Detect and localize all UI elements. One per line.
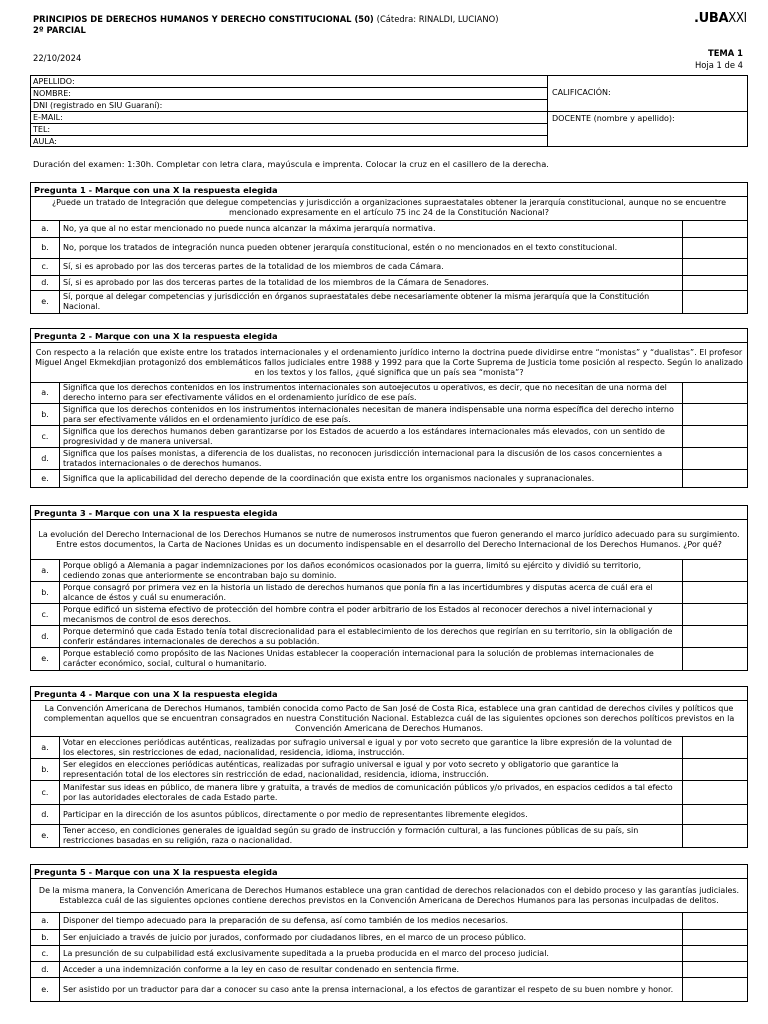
answer-checkbox[interactable] [683,962,747,977]
option-letter: e. [31,978,60,1001]
option-letter: d. [31,448,60,469]
option-e [31,291,747,313]
question-4 [30,686,748,848]
answer-checkbox[interactable] [683,626,747,647]
option-text: Participar en la dirección de los asuntos públicos, directamente o por medio de representantes libremente elegidos. [60,805,683,824]
question-2 [30,328,748,488]
nombre-field[interactable]: NOMBRE: [31,88,547,100]
option-c [31,426,747,448]
answer-checkbox[interactable] [683,560,747,581]
option-text: Significa que los derechos contenidos en los instrumentos internacionales son autoejecutos u operativos, es decir, que no necesitan de una norma del derecho interno para ser efectivamente válidos en el ordenamiento jurídico de ese país. [60,383,683,403]
option-e [31,470,747,487]
option-text: Manifestar sus ideas en público, de manera libre y gratuita, a través de medios de comunicación públicos y/o privados, en espacios cedidos a tal efecto por las autoridades electorales de cada Estado parte. [60,781,683,804]
logo-suffix: XXI [728,11,747,26]
answer-checkbox[interactable] [683,448,747,469]
option-b [31,930,747,946]
option-letter: c. [31,604,60,625]
student-info-box [30,75,748,147]
option-d [31,962,747,978]
option-text: Disponer del tiempo adecuado para la preparación de su defensa, así como también de los medios necesarios. [60,913,683,929]
question-text: ¿Puede un tratado de Integración que delegue competencias y jurisdicción a organizaciones supraestatales obtener la jerarquía constitucional, aunque no se encuentre mencionado expresamente en el artículo 75 inc 24 de la Constitución Nacional? [31,197,747,221]
exam-instructions: Duración del examen: 1:30h. Completar con letra clara, mayúscula e imprenta. Colocar la cruz en el casillero de la derecha. [33,159,549,169]
option-b [31,582,747,604]
option-e [31,648,747,670]
answer-checkbox[interactable] [683,604,747,625]
option-text: Ser enjuiciado a través de juicio por jurados, conformado por ciudadanos libres, en el marco de un proceso público. [60,930,683,945]
exam-title [33,15,498,25]
option-d [31,276,747,291]
answer-checkbox[interactable] [683,737,747,758]
option-letter: e. [31,825,60,847]
option-e [31,978,747,1001]
option-letter: a. [31,913,60,929]
option-letter: b. [31,404,60,425]
answer-checkbox[interactable] [683,825,747,847]
answer-checkbox[interactable] [683,582,747,603]
option-text: Acceder a una indemnización conforme a la ley en caso de resultar condenado en sentencia firme. [60,962,683,977]
answer-checkbox[interactable] [683,913,747,929]
answer-checkbox[interactable] [683,259,747,275]
question-title: Pregunta 4 - Marque con una X la respuesta elegida [31,687,747,701]
option-text: Porque estableció como propósito de las Naciones Unidas establecer la cooperación internacional para la solución de problemas internacionales de carácter económico, social, cultural o humanitario. [60,648,683,670]
option-letter: c. [31,259,60,275]
option-text: Significa que los países monistas, a diferencia de los dualistas, no reconocen jurisdicción internacional para la discusión de los casos concernientes a tratados internacionales o de derechos humanos. [60,448,683,469]
option-letter: d. [31,626,60,647]
option-a [31,913,747,930]
option-letter: b. [31,759,60,780]
dni-field[interactable]: DNI (registrado en SIU Guaraní): [31,100,547,112]
answer-checkbox[interactable] [683,276,747,290]
question-title: Pregunta 3 - Marque con una X la respuesta elegida [31,506,747,520]
question-text: La Convención Americana de Derechos Humanos, también conocida como Pacto de San José de Costa Rica, establece una gran cantidad de derechos civiles y políticos que complementan aquellos que se encuentran consagrados en nuestra Constitución Nacional. Establezca cuál de las siguientes opciones son derechos políticos previstos en la Convención Americana de Derechos Humanos. [31,701,747,737]
option-text: Significa que la aplicabilidad del derecho depende de la coordinación que exista entre los organismos nacionales y supranacionales. [60,470,683,487]
option-letter: b. [31,582,60,603]
option-b [31,404,747,426]
option-letter: d. [31,805,60,824]
answer-checkbox[interactable] [683,648,747,670]
option-c [31,946,747,962]
option-letter: e. [31,648,60,670]
option-letter: b. [31,930,60,945]
question-title: Pregunta 2 - Marque con una X la respuesta elegida [31,329,747,343]
question-text: La evolución del Derecho Internacional de los Derechos Humanos se nutre de numerosos instrumentos que fueron generando el marco jurídico adecuado para su surgimiento. Entre estos documentos, la Carta de Naciones Unidas es un documento indispensable en el desarrollo del Derecho Internacional de los Derechos Humanos. ¿Por qué? [31,520,747,560]
option-text: Porque edificó un sistema efectivo de protección del hombre contra el poder arbitrario de los Estados al reconocer derechos a nivel internacional y mecanismos de control de esos derechos. [60,604,683,625]
answer-checkbox[interactable] [683,805,747,824]
answer-checkbox[interactable] [683,781,747,804]
exam-subtitle: 2º PARCIAL [33,25,86,35]
question-title: Pregunta 5 - Marque con una X la respuesta elegida [31,865,747,879]
grading-fields [548,76,748,146]
answer-checkbox[interactable] [683,930,747,945]
option-e [31,825,747,847]
option-letter: c. [31,426,60,447]
option-text: No, ya que al no estar mencionado no puede nunca alcanzar la máxima jerarquía normativa. [60,221,683,237]
option-text: Significa que los derechos humanos deben garantizarse por los Estados de acuerdo a los estándares internacionales más elevados, con un sentido de progresividad y de manera universal. [60,426,683,447]
option-c [31,259,747,276]
email-field[interactable]: E-MAIL: [31,112,547,124]
option-letter: c. [31,781,60,804]
option-d [31,448,747,470]
apellido-field[interactable]: APELLIDO: [31,76,547,88]
option-letter: e. [31,470,60,487]
option-letter: a. [31,560,60,581]
option-text: Porque determinó que cada Estado tenía total discrecionalidad para el establecimiento de los derechos que regirían en su territorio, sin la obligación de conferir estándares internacionales de derechos a su población. [60,626,683,647]
option-d [31,805,747,825]
option-letter: c. [31,946,60,961]
option-text: Tener acceso, en condiciones generales de igualdad según su grado de instrucción y formación cultural, a las funciones públicas de su país, sin restricciones basadas en su religión, raza o nacionalidad. [60,825,683,847]
answer-checkbox[interactable] [683,238,747,258]
answer-checkbox[interactable] [683,383,747,403]
option-letter: e. [31,291,60,313]
question-title: Pregunta 1 - Marque con una X la respuesta elegida [31,183,747,197]
uba-logo [694,11,747,26]
option-letter: d. [31,962,60,977]
student-fields [31,76,548,146]
answer-checkbox[interactable] [683,404,747,425]
option-d [31,626,747,648]
option-text: Porque consagró por primera vez en la historia un listado de derechos humanos que ponía fin a las incertidumbres y disputas acerca de cuál era el alcance de éstos y cuál su enumeración. [60,582,683,603]
question-text: De la misma manera, la Convención Americana de Derechos Humanos establece una gran cantidad de derechos relacionados con el debido proceso y las garantías judiciales. Establezca cuál de las siguientes opciones contiene derechos previstos en la Convención Americana de Derechos Humanos para las personas inculpadas de delitos. [31,879,747,913]
option-a [31,383,747,404]
answer-checkbox[interactable] [683,426,747,447]
question-text: Con respecto a la relación que existe entre los tratados internacionales y el ordenamiento jurídico interno la doctrina puede dividirse entre “monistas” y “dualistas”. El profesor Miguel Angel Ekmekdjian protagonizó dos emblemáticos fallos judiciales entre 1988 y 1992 para que la Corte Suprema de Justicia tome posición al respecto. Según lo analizado en los textos y los fallos, ¿qué significa que un país sea “monista”? [31,343,747,383]
logo-text: .UBA [694,11,729,26]
calificacion-field[interactable]: CALIFICACIÓN: [548,76,748,112]
exam-date: 22/10/2024 [33,53,82,63]
answer-checkbox[interactable] [683,946,747,961]
option-text: Sí, si es aprobado por las dos terceras partes de la totalidad de los miembros de cada Cámara. [60,259,683,275]
option-text: La presunción de su culpabilidad está exclusivamente supeditada a la prueba producida en el marco del proceso judicial. [60,946,683,961]
option-letter: a. [31,221,60,237]
answer-checkbox[interactable] [683,221,747,237]
option-text: Porque obligó a Alemania a pagar indemnizaciones por los daños económicos ocasionados por la guerra, limitó su ejército y dividió su territorio, cediendo zonas que anteriormente se encontraban bajo su dominio. [60,560,683,581]
question-1 [30,182,748,314]
option-text: Ser elegidos en elecciones periódicas auténticas, realizadas por sufragio universal e igual y por voto secreto y obligatorio que garantice la representación total de los electores sin restricción de edad, nacionalidad, residencia, idioma, instrucción. [60,759,683,780]
option-text: Sí, porque al delegar competencias y jurisdicción en órganos supraestatales debe necesariamente obtener la misma jerarquía que la Constitución Nacional. [60,291,683,313]
option-text: Ser asistido por un traductor para dar a conocer su caso ante la prensa internacional, a los efectos de garantizar el respeto de su buen nombre y honor. [60,978,683,1001]
page-indicator: Hoja 1 de 4 [695,60,743,70]
answer-checkbox[interactable] [683,759,747,780]
option-c [31,781,747,805]
option-letter: b. [31,238,60,258]
tel-field[interactable]: TEL: [31,124,547,136]
option-b [31,759,747,781]
option-text: Sí, si es aprobado por las dos terceras partes de la totalidad de los miembros de la Cámara de Senadores. [60,276,683,290]
option-a [31,560,747,582]
docente-field[interactable]: DOCENTE (nombre y apellido): [552,114,675,123]
answer-checkbox[interactable] [683,470,747,487]
answer-checkbox[interactable] [683,978,747,1001]
aula-field[interactable]: AULA: [33,137,57,146]
course-name: PRINCIPIOS DE DERECHOS HUMANOS Y DERECHO CONSTITUCIONAL (50) [33,14,374,24]
option-c [31,604,747,626]
option-b [31,238,747,259]
option-text: No, porque los tratados de integración nunca pueden obtener jerarquía constitucional, estén o no mencionados en el texto constitucional. [60,238,683,258]
option-letter: a. [31,383,60,403]
tema-label: TEMA 1 [708,48,743,58]
option-a [31,221,747,238]
option-letter: d. [31,276,60,290]
question-5 [30,864,748,1002]
option-letter: a. [31,737,60,758]
option-a [31,737,747,759]
option-text: Significa que los derechos contenidos en los instrumentos internacionales necesitan de manera indispensable una norma específica del derecho interno para ser efectivamente válidos en el ordenamiento jurídico de ese país. [60,404,683,425]
answer-checkbox[interactable] [683,291,747,313]
catedra-label: (Cátedra: RINALDI, LUCIANO) [376,14,499,24]
question-3 [30,505,748,671]
option-text: Votar en elecciones periódicas auténticas, realizadas por sufragio universal e igual y por voto secreto que garantice la libre expresión de la voluntad de los electores, sin restricciones de edad, nacionalidad, residencia, idioma, instrucción. [60,737,683,758]
